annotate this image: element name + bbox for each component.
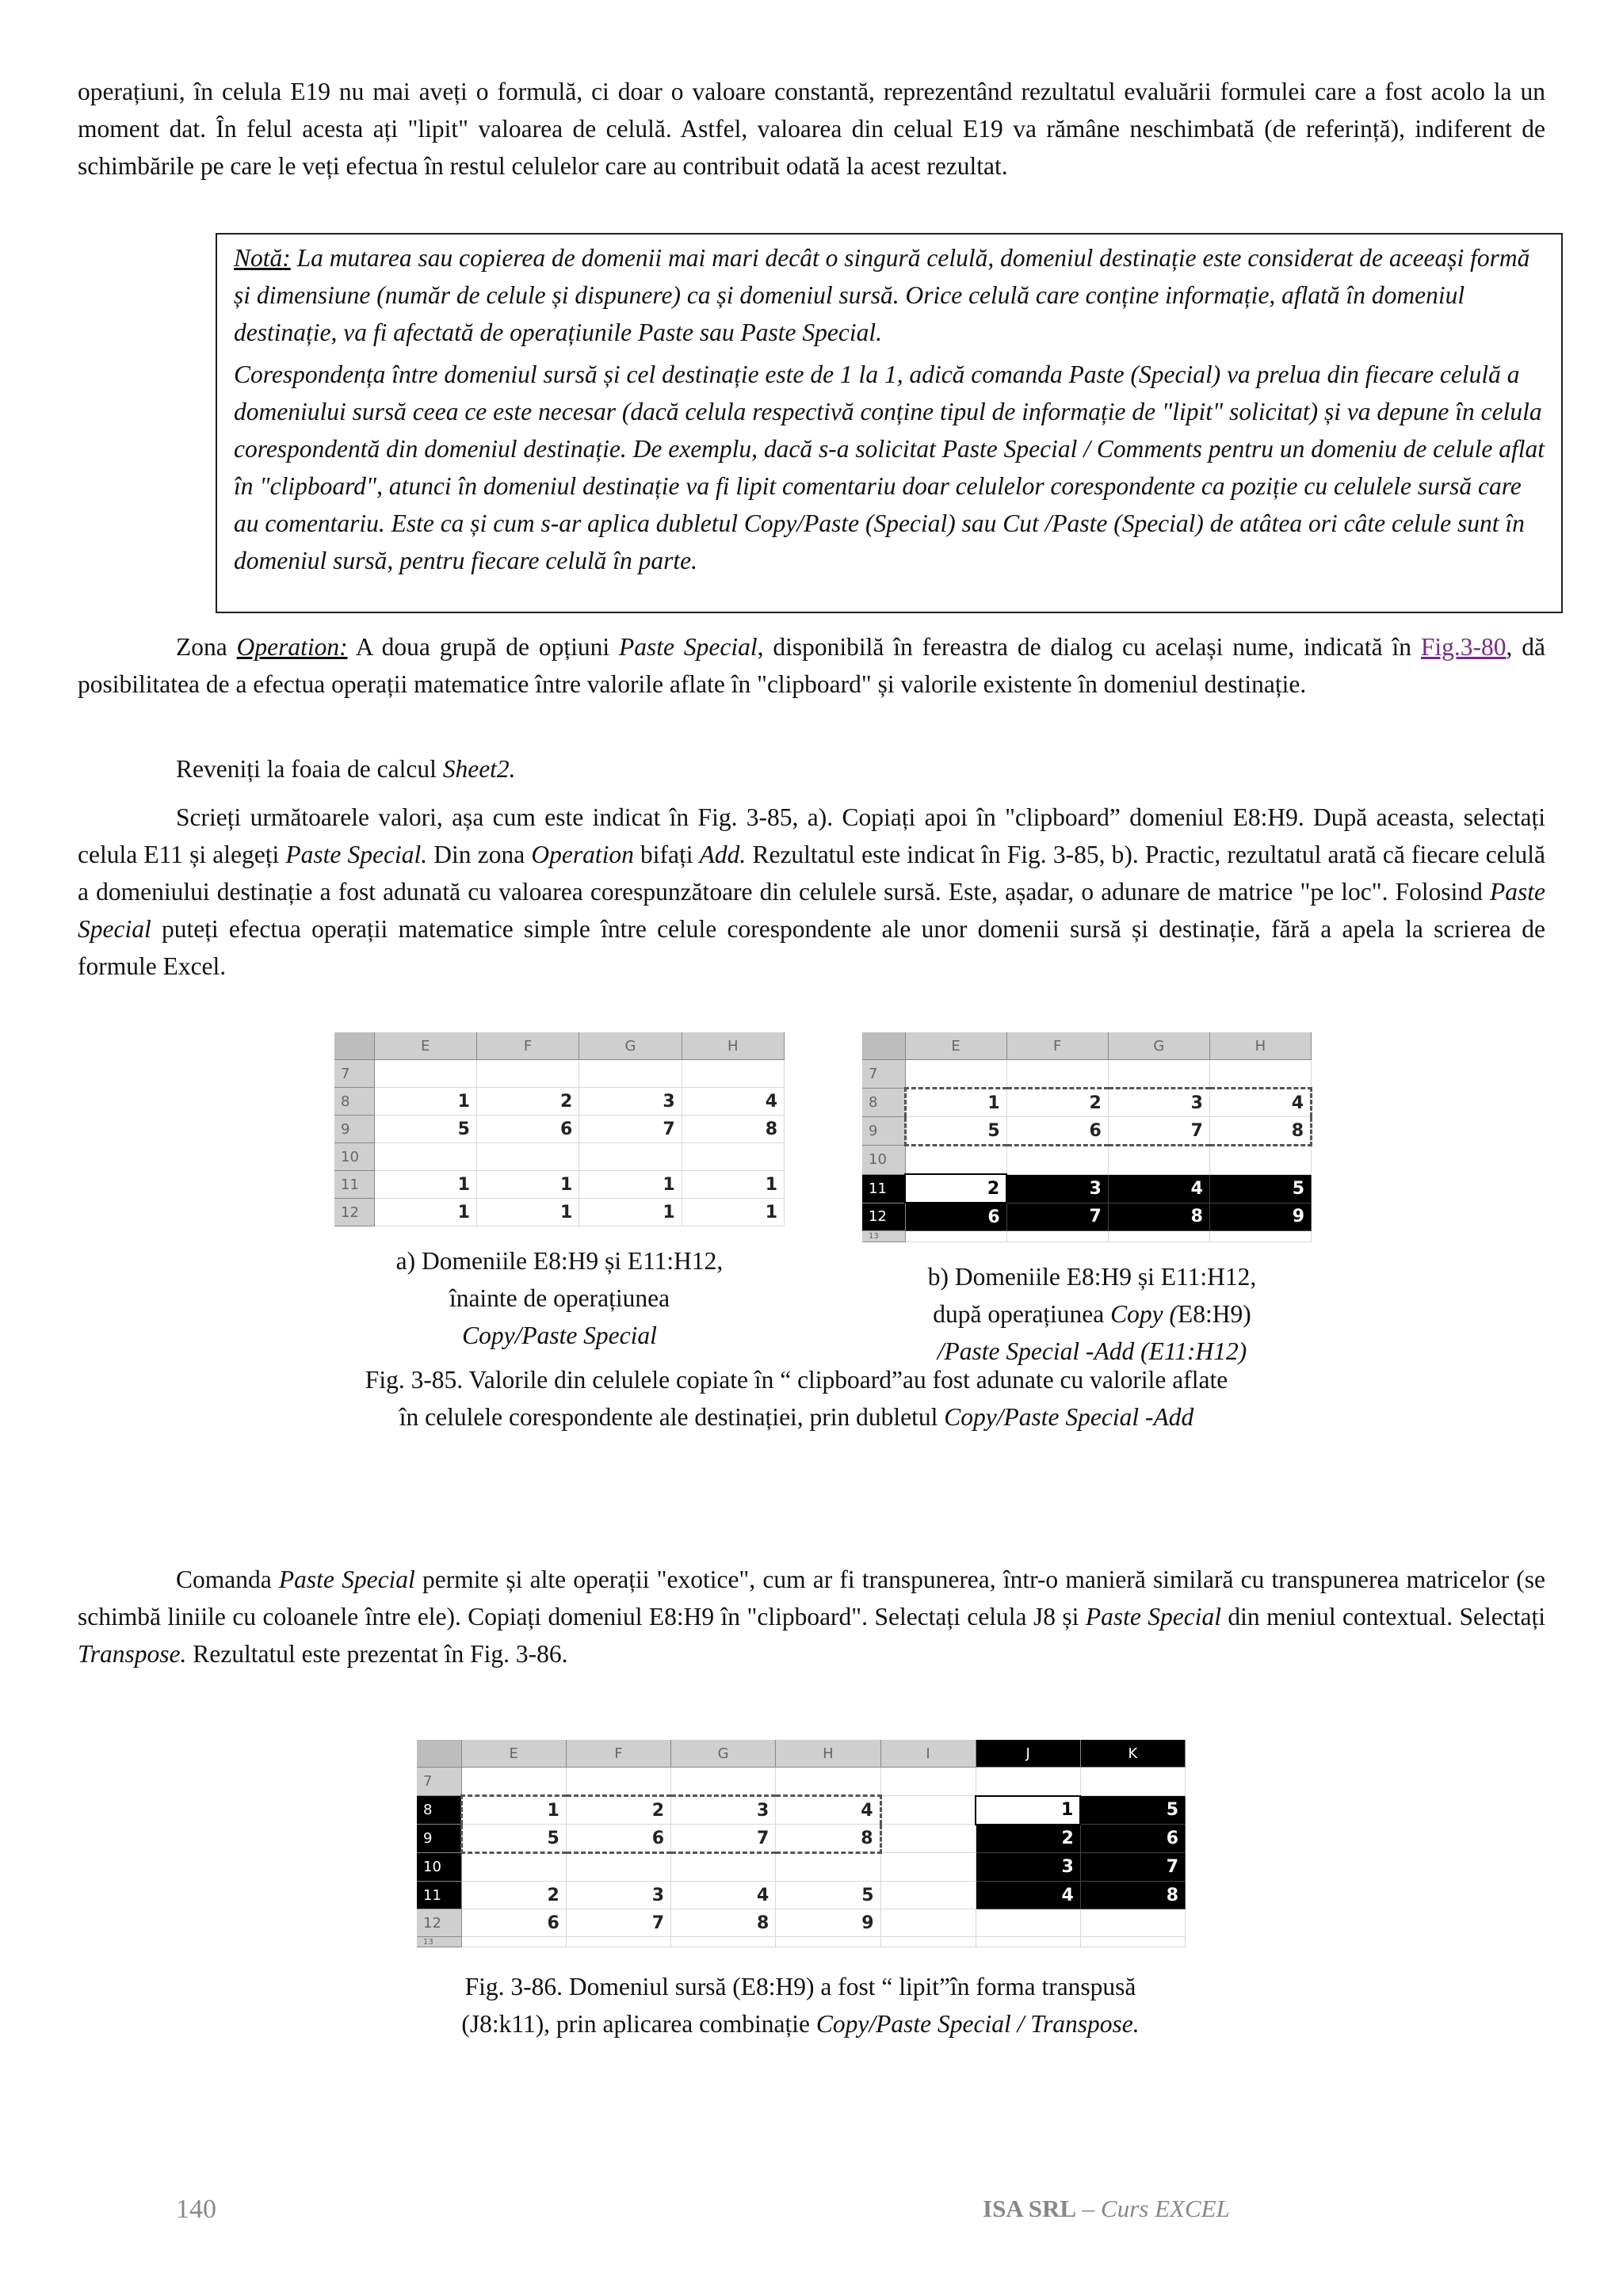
- caption-text: în celulele corespondente ale destinației, prin dubletul: [399, 1403, 945, 1431]
- cell: 1: [579, 1199, 682, 1226]
- col-header: K: [1080, 1740, 1185, 1768]
- table-row: [417, 1882, 1186, 1909]
- table-row: [417, 1768, 1186, 1796]
- comanda-transpose: Transpose.: [78, 1640, 187, 1668]
- cell-selected: 4: [976, 1882, 1080, 1909]
- table-row: [334, 1171, 785, 1199]
- cell: [880, 1853, 976, 1882]
- fig-3-85b-caption: [838, 1258, 1346, 1370]
- cell-selected: 1: [976, 1796, 1080, 1825]
- zona-text-1: A doua grupă de opțiuni: [347, 633, 620, 661]
- caption-italic: Copy/Paste Special / Transpose.: [815, 2010, 1140, 2038]
- comanda-paste-special: Paste Special: [278, 1566, 415, 1593]
- scrieti-paragraph: [78, 799, 1545, 985]
- cell: [880, 1796, 976, 1825]
- col-header: E: [905, 1032, 1006, 1060]
- intro-paragraph: operațiuni, în celula E19 nu mai aveți o formulă, ci doar o valoare constantă, reprezentând rezultatul evaluării formulei care a fost acolo la un moment dat. În felul acesta ați "lipit" valoarea de celulă. Astfel, valoarea din celual E19 va rămâne neschimbată (de referință), indiferent de schimbările pe care le veți efectua în restul celulelor care au contribuit odată la acest rezultat.: [78, 78, 1545, 180]
- cell: 2: [476, 1088, 579, 1116]
- row-header: 8: [334, 1088, 374, 1116]
- cell: [776, 1937, 880, 1947]
- fig-3-80-link[interactable]: Fig.3-80: [1420, 633, 1507, 661]
- scrieti-add: Add.: [699, 841, 747, 868]
- fig-3-85a-caption: [334, 1242, 785, 1354]
- caption-line: a) Domeniile E8:H9 și E11:H12,: [395, 1247, 724, 1275]
- cell: 4: [1209, 1089, 1311, 1117]
- fig-3-85a-grid: [334, 1032, 785, 1226]
- table-row: [862, 1174, 1312, 1203]
- row-header: 10: [862, 1146, 905, 1175]
- cell: [976, 1909, 1080, 1937]
- cell: 6: [476, 1116, 579, 1143]
- col-header: G: [671, 1740, 776, 1768]
- table-row: [334, 1143, 785, 1171]
- footer-course: Curs EXCEL: [1101, 2195, 1230, 2222]
- scrieti-text-5: puteți efectua operații matematice simple între celule corespondente ale unor domenii sursă și destinație, fără a apela la scrierea de formule Excel.: [78, 915, 1545, 980]
- caption-text: după operațiunea: [933, 1300, 1111, 1328]
- cell: [976, 1768, 1080, 1796]
- reveniti-paragraph: [176, 750, 516, 788]
- cell-selected: 7: [1080, 1853, 1185, 1882]
- cell: [1108, 1146, 1209, 1175]
- grid-corner: [417, 1740, 461, 1768]
- cell: 4: [671, 1882, 776, 1909]
- note-label: Notă:: [234, 244, 291, 272]
- cell: 1: [682, 1199, 784, 1226]
- cell-selected: 4: [1108, 1174, 1209, 1203]
- table-row: [417, 1909, 1186, 1937]
- cell: 3: [671, 1796, 776, 1825]
- col-header: J: [976, 1740, 1080, 1768]
- cell: [476, 1060, 579, 1088]
- col-header: E: [374, 1032, 476, 1060]
- table-row: [862, 1089, 1312, 1117]
- caption-text: (J8:k11), prin aplicarea combinație: [461, 2010, 816, 2038]
- scrieti-text-3: bifați: [633, 841, 700, 868]
- cell: 8: [682, 1116, 784, 1143]
- row-header: 13: [417, 1937, 461, 1947]
- cell: 8: [776, 1825, 880, 1853]
- cell-selected: 6: [905, 1203, 1006, 1231]
- scrieti-operation: Operation: [531, 841, 634, 868]
- caption-line: /Paste Special -Add (E11:H12): [937, 1337, 1247, 1365]
- cell: 6: [1006, 1117, 1108, 1146]
- row-header: 11: [417, 1882, 461, 1909]
- cell: 3: [566, 1882, 670, 1909]
- fig-3-85b-grid: [862, 1032, 1312, 1242]
- comanda-text-1: Comanda: [176, 1566, 279, 1593]
- zona-operation-paragraph: [78, 628, 1545, 703]
- cell: 2: [1006, 1089, 1108, 1117]
- col-header: F: [1006, 1032, 1108, 1060]
- caption-text: E8:H9): [1178, 1300, 1251, 1328]
- cell-selected: 8: [1080, 1882, 1185, 1909]
- cell: 5: [776, 1882, 880, 1909]
- cell: [461, 1937, 566, 1947]
- cell: [671, 1768, 776, 1796]
- row-header: 11: [862, 1174, 905, 1203]
- cell-selected: 2: [905, 1174, 1006, 1203]
- cell-selected: 3: [976, 1853, 1080, 1882]
- note-paragraph-1: [234, 239, 1547, 351]
- table-row: [417, 1796, 1186, 1825]
- col-header: F: [566, 1740, 670, 1768]
- col-header: F: [476, 1032, 579, 1060]
- caption-line: înainte de operațiunea: [449, 1284, 670, 1312]
- cell: [880, 1882, 976, 1909]
- cell: [1209, 1231, 1311, 1242]
- row-header: 10: [334, 1143, 374, 1171]
- cell: [880, 1909, 976, 1937]
- cell: [776, 1853, 880, 1882]
- row-header: 8: [862, 1089, 905, 1117]
- col-header: H: [1209, 1032, 1311, 1060]
- cell: [905, 1231, 1006, 1242]
- grid-header-row: [334, 1032, 785, 1060]
- cell-selected: 5: [1209, 1174, 1311, 1203]
- caption-line: [222, 1398, 1371, 1436]
- cell: [1209, 1060, 1311, 1089]
- caption-italic: Copy/Paste Special -Add: [944, 1403, 1194, 1431]
- cell: [1108, 1231, 1209, 1242]
- cell: [374, 1143, 476, 1171]
- cell-selected: 9: [1209, 1203, 1311, 1231]
- table-row: [417, 1853, 1186, 1882]
- table-row: [862, 1060, 1312, 1089]
- cell: 2: [461, 1882, 566, 1909]
- cell: [566, 1853, 670, 1882]
- cell: [880, 1937, 976, 1947]
- cell-selected: 5: [1080, 1796, 1185, 1825]
- cell: 5: [461, 1825, 566, 1853]
- footer-brand-name: ISA SRL: [983, 2195, 1077, 2222]
- cell: [1080, 1937, 1185, 1947]
- cell: 5: [905, 1117, 1006, 1146]
- cell: 4: [682, 1088, 784, 1116]
- caption-line: Fig. 3-86. Domeniul sursă (E8:H9) a fost “ lipit”în forma transpusă: [464, 1973, 1136, 2000]
- caption-italic: Copy (: [1110, 1300, 1178, 1328]
- cell: 1: [579, 1171, 682, 1199]
- reveniti-text: Reveniți la foaia de calcul: [176, 755, 443, 783]
- note-paragraph-2: Corespondența între domeniul sursă și cel destinație este de 1 la 1, adică comanda Paste (Special) va prelua din fiecare celulă a domeniului sursă ceea ce este necesar (dacă celula respectivă conține tipul de informație de "lipit" solicitat) și va depune în celula corespondentă din domeniul destinație. De exemplu, dacă s-a solicitat Paste Special / Comments pentru un domeniu de celule aflat în "clipboard", atunci în domeniul destinație va fi lipit comentariu doar celulelor corespondente ca poziție cu celulele sursă care au comentariu. Este ca și cum s-ar aplica dubletul Copy/Paste (Special) sau Cut /Paste (Special) de atâtea ori câte celule sunt în domeniul sursă, pentru fiecare celulă în parte.: [234, 360, 1545, 574]
- zona-lead: Zona: [176, 633, 237, 661]
- cell: [671, 1937, 776, 1947]
- zona-text-3: , dă posibilitatea de a efectua operații matematice între valorile aflate în "clipboard" și valorile existente în domeniul destinație.: [78, 633, 1545, 698]
- table-row: [862, 1203, 1312, 1231]
- table-row: [334, 1199, 785, 1226]
- cell: [374, 1060, 476, 1088]
- cell: 1: [682, 1171, 784, 1199]
- comanda-text-4: Rezultatul este prezentat în Fig. 3-86.: [186, 1640, 568, 1668]
- cell: 9: [776, 1909, 880, 1937]
- cell: 1: [476, 1199, 579, 1226]
- cell: 1: [374, 1199, 476, 1226]
- fig-3-85-caption: [222, 1361, 1371, 1436]
- scrieti-text-4: Rezultatul este indicat în Fig. 3-85, b). Practic, rezultatul arată că fiecare celulă a domeniului destinație a fost adunată cu valoarea corespunzătoare din celulele sursă. Este, așadar, o adunare de matrice "pe loc". Folosind: [78, 841, 1545, 906]
- table-row: [334, 1088, 785, 1116]
- cell: [566, 1768, 670, 1796]
- cell: [1080, 1909, 1185, 1937]
- cell: [905, 1060, 1006, 1089]
- footer-brand: [983, 2195, 1230, 2223]
- cell: 1: [905, 1089, 1006, 1117]
- col-header: I: [880, 1740, 976, 1768]
- cell-selected: 6: [1080, 1825, 1185, 1853]
- row-header: 9: [417, 1825, 461, 1853]
- cell: 6: [461, 1909, 566, 1937]
- cell: [566, 1937, 670, 1947]
- cell-selected: 2: [976, 1825, 1080, 1853]
- cell: 8: [671, 1909, 776, 1937]
- row-header: 12: [862, 1203, 905, 1231]
- cell: [476, 1143, 579, 1171]
- zona-text-2: , disponibilă în fereastra de dialog cu același nume, indicată în: [757, 633, 1421, 661]
- cell: [682, 1060, 784, 1088]
- page-number: 140: [176, 2195, 216, 2224]
- col-header: H: [682, 1032, 784, 1060]
- cell: [1006, 1060, 1108, 1089]
- cell: [905, 1146, 1006, 1175]
- row-header: 7: [334, 1060, 374, 1088]
- cell: 4: [776, 1796, 880, 1825]
- cell-selected: 7: [1006, 1203, 1108, 1231]
- zona-paste-special: Paste Special: [619, 633, 758, 661]
- table-row: [334, 1060, 785, 1088]
- col-header: H: [776, 1740, 880, 1768]
- caption-line: [301, 2005, 1300, 2042]
- grid-corner: [334, 1032, 374, 1060]
- footer-separator: –: [1076, 2195, 1102, 2222]
- cell: 7: [1108, 1117, 1209, 1146]
- table-row: [862, 1146, 1312, 1175]
- table-row: [417, 1937, 1186, 1947]
- caption-line: [838, 1295, 1346, 1333]
- grid-corner: [862, 1032, 905, 1060]
- cell: [579, 1060, 682, 1088]
- cell-selected: 3: [1006, 1174, 1108, 1203]
- row-header: 12: [417, 1909, 461, 1937]
- cell: [461, 1768, 566, 1796]
- cell: 2: [566, 1796, 670, 1825]
- cell: 5: [374, 1116, 476, 1143]
- cell: [880, 1825, 976, 1853]
- cell: [682, 1143, 784, 1171]
- cell: 1: [374, 1088, 476, 1116]
- cell: [1006, 1146, 1108, 1175]
- cell: 8: [1209, 1117, 1311, 1146]
- cell: [1006, 1231, 1108, 1242]
- cell-selected: 8: [1108, 1203, 1209, 1231]
- fig-3-86-grid: [417, 1740, 1186, 1947]
- row-header: 12: [334, 1199, 374, 1226]
- cell: 1: [476, 1171, 579, 1199]
- col-header: G: [579, 1032, 682, 1060]
- row-header: 11: [334, 1171, 374, 1199]
- zona-title: Operation:: [236, 633, 348, 661]
- cell: [461, 1853, 566, 1882]
- sheet-name: Sheet2.: [442, 755, 516, 783]
- note-box: [216, 233, 1563, 613]
- col-header: E: [461, 1740, 566, 1768]
- comanda-paste-special-2: Paste Special: [1085, 1603, 1221, 1630]
- cell: 7: [566, 1909, 670, 1937]
- cell: [579, 1143, 682, 1171]
- cell: [1080, 1768, 1185, 1796]
- comanda-paragraph: [78, 1561, 1545, 1672]
- row-header: 8: [417, 1796, 461, 1825]
- row-header: 10: [417, 1853, 461, 1882]
- comanda-text-3: din meniul contextual. Selectați: [1221, 1603, 1545, 1630]
- scrieti-text-1: Scrieți următoarele valori, așa cum este indicat în Fig. 3-85, a). Copiați apoi în "clipboard” domeniul E8:H9. După aceasta, selectați celula E11 și alegeți: [78, 803, 1545, 868]
- fig-3-86-caption: [301, 1968, 1300, 2042]
- cell: 1: [461, 1796, 566, 1825]
- cell: [776, 1768, 880, 1796]
- cell: 7: [671, 1825, 776, 1853]
- table-row: [862, 1231, 1312, 1242]
- cell: 6: [566, 1825, 670, 1853]
- col-header: G: [1108, 1032, 1209, 1060]
- cell: 7: [579, 1116, 682, 1143]
- table-row: [334, 1116, 785, 1143]
- cell: [1209, 1146, 1311, 1175]
- cell: [1108, 1060, 1209, 1089]
- caption-line: Copy/Paste Special: [462, 1322, 657, 1349]
- table-row: [862, 1117, 1312, 1146]
- table-row: [417, 1825, 1186, 1853]
- grid-header-row: [862, 1032, 1312, 1060]
- caption-line: Fig. 3-85. Valorile din celulele copiate în “ clipboard”au fost adunate cu valorile aflate: [365, 1366, 1228, 1394]
- note-text-1: La mutarea sau copierea de domenii mai mari decât o singură celulă, domeniul destinație este considerat de aceeași formă și dimensiune (număr de celule și dispunere) ca și domeniul sursă. Orice celulă care conține informație, aflată în domeniul destinație, va fi afectată de operațiunile Paste sau Paste Special.: [234, 244, 1530, 346]
- cell: [880, 1768, 976, 1796]
- grid-header-row: [417, 1740, 1186, 1768]
- row-header: 9: [862, 1117, 905, 1146]
- row-header: 9: [334, 1116, 374, 1143]
- comanda-text-2: permite și alte operații "exotice", cum ar fi transpunerea, într-o manieră similară cu transpunerea matricelor (se schimbă liniile cu coloanele între ele). Copiați domeniul E8:H9 în "clipboard". Selectați celula J8 și: [78, 1566, 1545, 1630]
- cell: [671, 1853, 776, 1882]
- row-header: 13: [862, 1231, 905, 1242]
- row-header: 7: [417, 1768, 461, 1796]
- scrieti-paste-special-2: Paste Special: [78, 878, 1545, 943]
- cell: 3: [1108, 1089, 1209, 1117]
- caption-line: b) Domeniile E8:H9 și E11:H12,: [927, 1263, 1257, 1291]
- scrieti-paste-special: Paste Special.: [285, 841, 428, 868]
- scrieti-text-2: Din zona: [427, 841, 532, 868]
- cell: 3: [579, 1088, 682, 1116]
- cell: 1: [374, 1171, 476, 1199]
- row-header: 7: [862, 1060, 905, 1089]
- cell: [976, 1937, 1080, 1947]
